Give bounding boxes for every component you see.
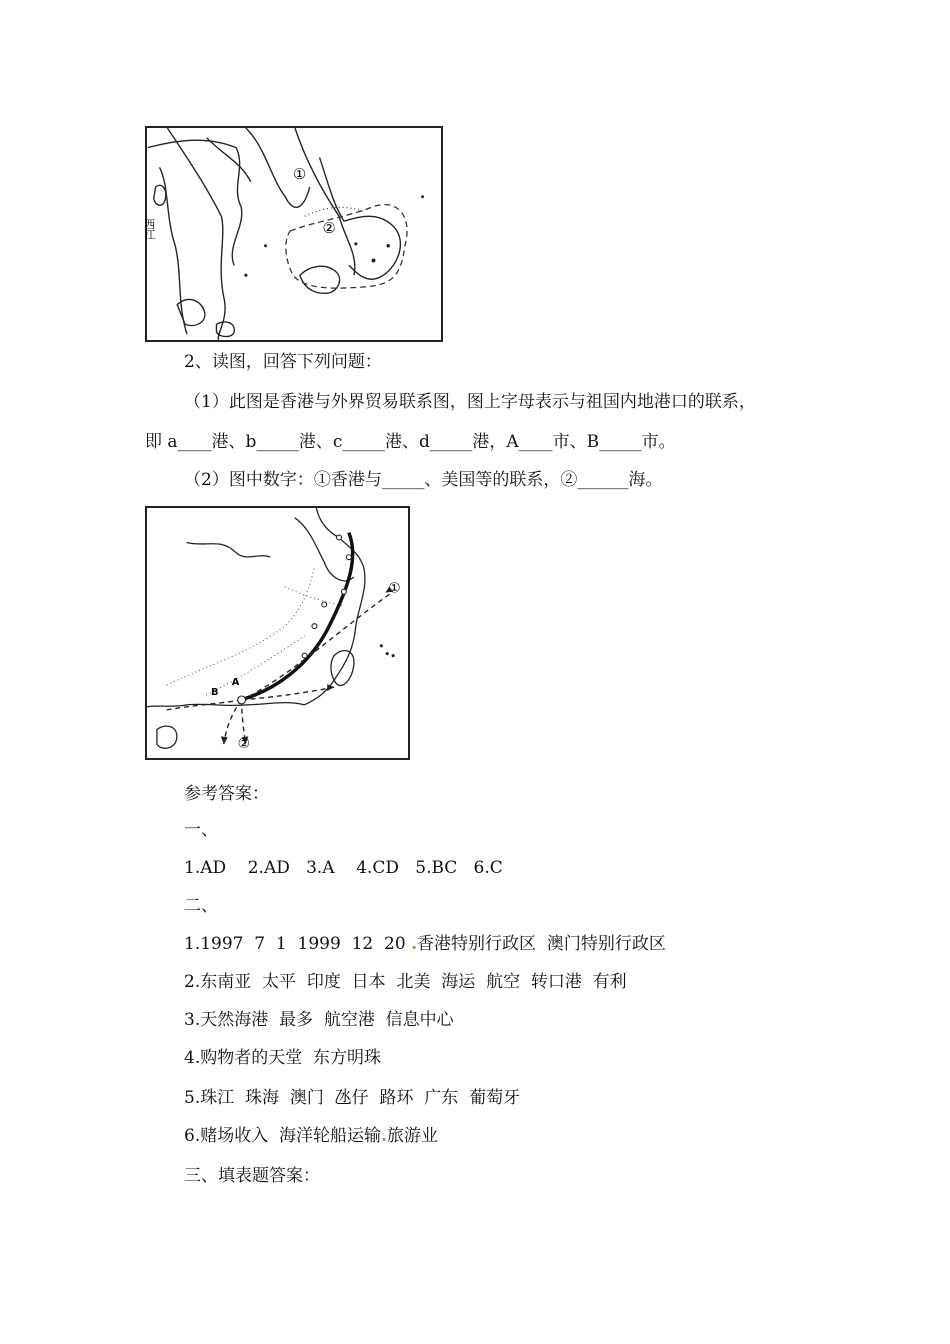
hainan (157, 726, 177, 748)
north-coast (186, 542, 270, 557)
answer-6-text-b: 旅游业 (386, 1126, 438, 1146)
map-hong-kong-region-svg (143, 128, 441, 340)
answers-section2-title: 二、 (184, 896, 218, 916)
coastal-shipping-route (241, 533, 353, 700)
inland-route-1 (167, 567, 315, 685)
map-trade-links-svg (147, 508, 408, 758)
answers-section3-title: 三、填表题答案： (184, 1166, 320, 1186)
south-coast (147, 703, 304, 707)
west-river-bank-2 (160, 167, 187, 334)
answers-section2-item1 (184, 932, 666, 956)
question-2-part1-line1: （1）此图是香港与外界贸易联系图，图上字母表示与祖国内地港口的联系， (184, 392, 756, 412)
question-2-heading: 2、读图，回答下列问题： (184, 352, 382, 372)
bohai-coast (295, 518, 354, 581)
map1-label-west-river: 西江 (143, 218, 157, 240)
answers-section1: 1.AD 2.AD 3.A 4.CD 5.BC 6.C (184, 858, 503, 878)
map2-label-circle2: ② (237, 736, 250, 753)
answers-section2-item4: 4.购物者的天堂 东方明珠 (184, 1048, 382, 1068)
map2-label-circle1: ① (388, 580, 401, 597)
answers-heading: 参考答案： (184, 784, 269, 804)
lantau-island (300, 266, 340, 293)
map1-label-circle2: ② (322, 220, 336, 238)
answer-1-text-a: 1.1997 7 1 1999 12 20 (184, 934, 412, 954)
inland-route-3 (285, 587, 344, 607)
answers-section2-item2: 2.东南亚 太平 印度 日本 北美 海运 航空 转口港 有利 (184, 972, 627, 992)
answer-1-dot: . (411, 934, 418, 954)
east-coast (305, 508, 365, 705)
island-river (154, 185, 166, 205)
answer-6-dot: . (381, 1126, 387, 1146)
answers-section2-item3: 3.天然海港 最多 航空港 信息中心 (184, 1010, 454, 1030)
map2-label-A: A (231, 677, 240, 689)
hong-kong-node (238, 696, 246, 704)
question-2-part2: （2）图中数字：①香港与_____、美国等的联系，②______海。 (184, 470, 663, 490)
inland-route-2 (206, 636, 304, 695)
question-2-part1-line2: 即 a____港、b_____港、c_____港、d_____港，A____市、B_____市。 (145, 432, 676, 452)
answers-section2-item5: 5.珠江 珠海 澳门 氹仔 路环 广东 葡萄牙 (184, 1088, 521, 1108)
answer-6-text-a: 6.赌场收入 海洋轮船运输 (184, 1126, 382, 1146)
map-hong-kong-region (145, 126, 443, 342)
map2-label-B: B (211, 687, 219, 699)
west-river-bank (167, 128, 225, 340)
answers-section2-item6 (184, 1124, 438, 1148)
hk-island-outline (344, 216, 400, 279)
coastline-west (148, 140, 242, 265)
island-s (216, 322, 234, 337)
map-trade-links (145, 506, 410, 760)
answer-1-text-b: 香港特别行政区 澳门特别行政区 (417, 934, 666, 954)
map1-label-circle1: ① (293, 166, 307, 184)
answers-section1-title: 一、 (184, 820, 218, 840)
